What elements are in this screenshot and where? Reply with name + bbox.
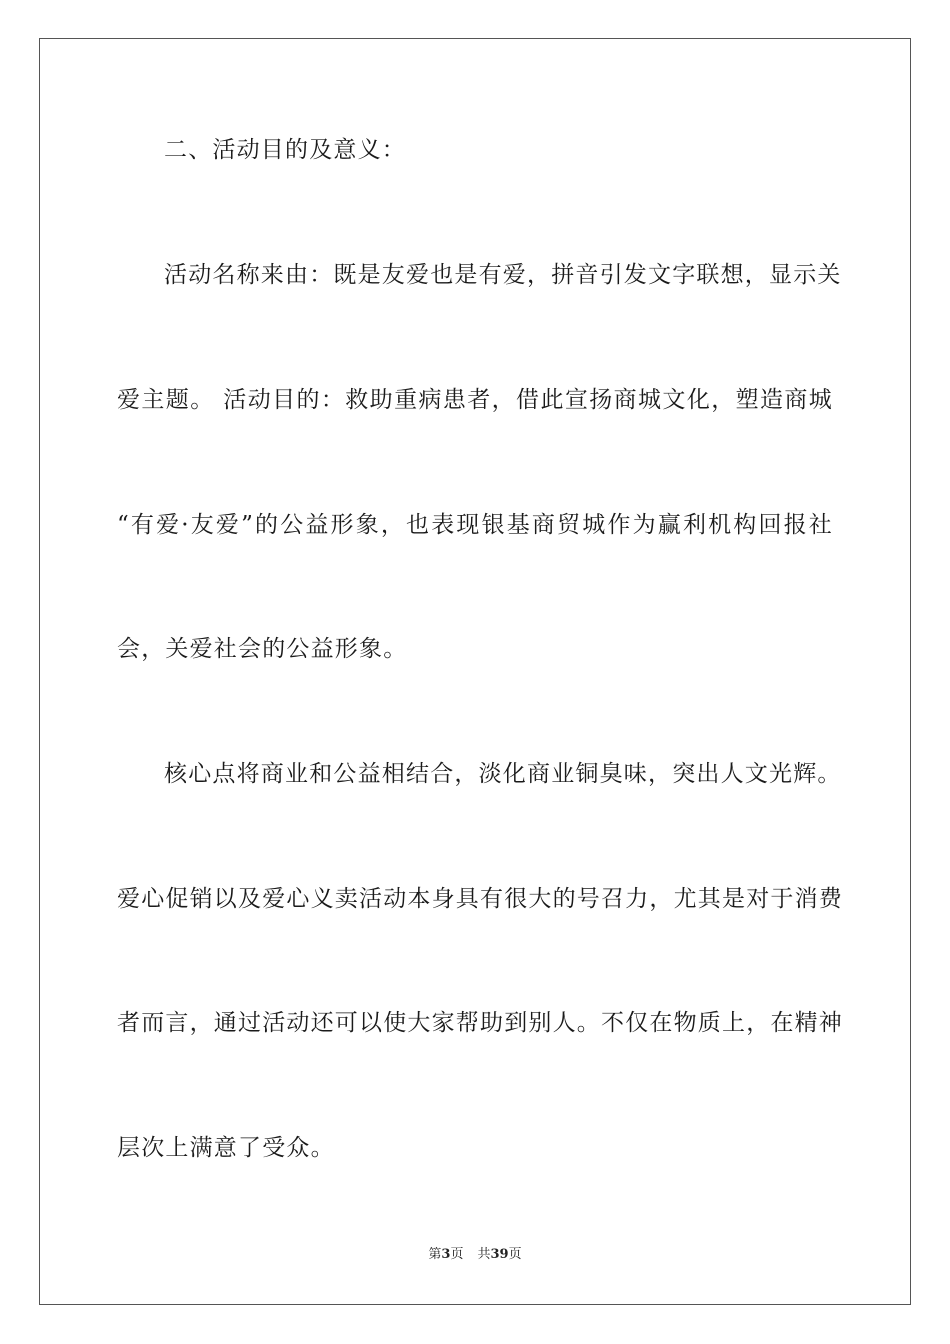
page-footer [0, 1246, 950, 1264]
total-pages: 39 [490, 1247, 509, 1262]
paragraph-line: 会，关爱社会的公益形象。 [117, 636, 408, 662]
paragraph-line: 者而言，通过活动还可以使大家帮助到别人。不仅在物质上，在精神 [117, 1010, 843, 1036]
paragraph-line: “有爱·友爱”的公益形象，也表现银基商贸城作为赢利机构回报社 [117, 512, 833, 538]
page-prefix: 第 [428, 1247, 442, 1262]
page-suffix: 页 [450, 1247, 464, 1262]
page-frame [39, 38, 911, 1305]
total-suffix: 页 [508, 1247, 522, 1262]
paragraph-line: 层次上满意了受众。 [117, 1135, 335, 1161]
paragraph-line: 爱主题。 活动目的：救助重病患者，借此宣扬商城文化，塑造商城 [117, 387, 833, 413]
paragraph-line: 爱心促销以及爱心义卖活动本身具有很大的号召力，尤其是对于消费 [117, 886, 843, 912]
total-prefix: 共 [477, 1247, 491, 1262]
paragraph-line: 核心点将商业和公益相结合，淡化商业铜臭味，突出人文光辉。 [164, 761, 842, 787]
section-heading: 二、活动目的及意义： [164, 137, 406, 163]
page-number: 3 [441, 1247, 451, 1262]
paragraph-line: 活动名称来由：既是友爱也是有爱，拼音引发文字联想，显示关 [164, 262, 842, 288]
